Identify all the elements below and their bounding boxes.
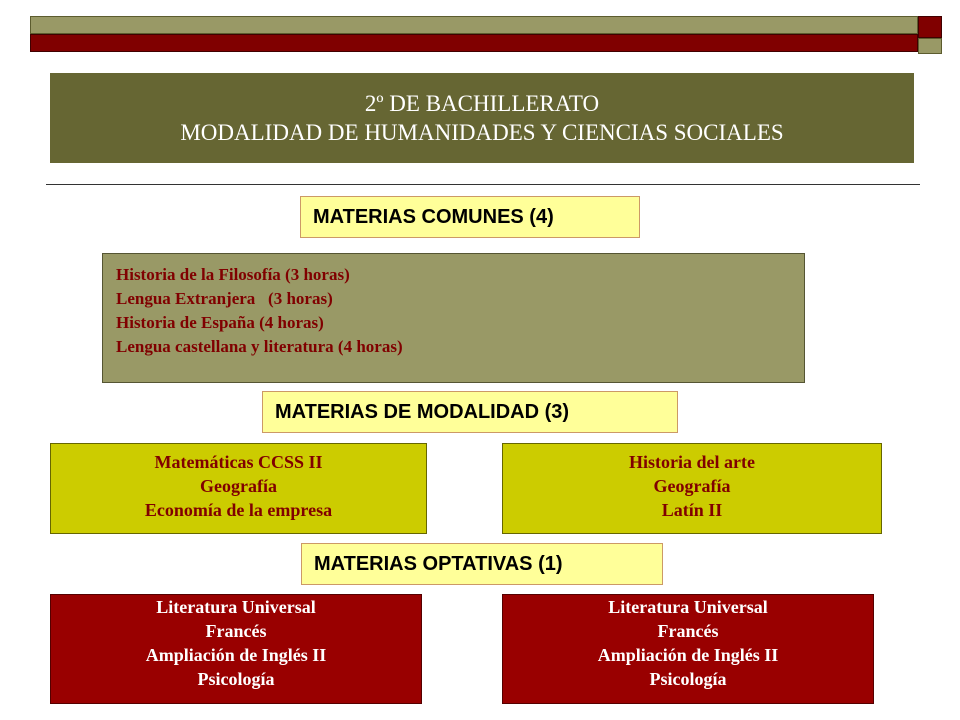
comunes-box (102, 253, 805, 383)
optativas-item: Ampliación de Inglés II (145, 645, 327, 665)
optativas-item: Francés (205, 621, 267, 641)
label-materias-comunes: MATERIAS COMUNES (4) (300, 196, 640, 238)
title-line-2: MODALIDAD DE HUMANIDADES Y CIENCIAS SOCIALES (180, 120, 784, 145)
modalidad-item: Geografía (200, 476, 277, 496)
label-materias-modalidad: MATERIAS DE MODALIDAD (3) (262, 391, 678, 433)
comunes-item: Historia de España (4 horas) (116, 313, 324, 332)
decor-bar-olive (30, 16, 918, 34)
modalidad-box-right (502, 443, 882, 534)
optativas-item: Ampliación de Inglés II (597, 645, 779, 665)
divider-line (46, 184, 920, 185)
optativas-item: Psicología (649, 669, 727, 689)
label-materias-optativas: MATERIAS OPTATIVAS (1) (301, 543, 663, 585)
modalidad-item: Historia del arte (629, 452, 755, 472)
modalidad-box-left (50, 443, 427, 534)
optativas-box-right (502, 594, 874, 704)
decor-bar-maroon (30, 34, 918, 52)
comunes-item: Lengua castellana y literatura (4 horas) (116, 337, 403, 356)
optativas-item: Psicología (197, 669, 275, 689)
modalidad-item: Geografía (653, 476, 731, 496)
modalidad-item: Latín II (661, 500, 723, 520)
optativas-item: Literatura Universal (156, 597, 316, 617)
decor-square-olive (918, 38, 942, 54)
title-line-1: 2º DE BACHILLERATO (364, 91, 600, 116)
modalidad-item: Economía de la empresa (144, 500, 333, 520)
optativas-item: Francés (657, 621, 719, 641)
modalidad-item: Matemáticas CCSS II (154, 452, 323, 472)
optativas-box-left (50, 594, 422, 704)
decor-square-maroon (918, 16, 942, 38)
comunes-item: Lengua Extranjera (3 horas) (116, 289, 333, 308)
slide-title (50, 73, 914, 163)
comunes-item: Historia de la Filosofía (3 horas) (116, 265, 350, 284)
optativas-item: Literatura Universal (608, 597, 768, 617)
